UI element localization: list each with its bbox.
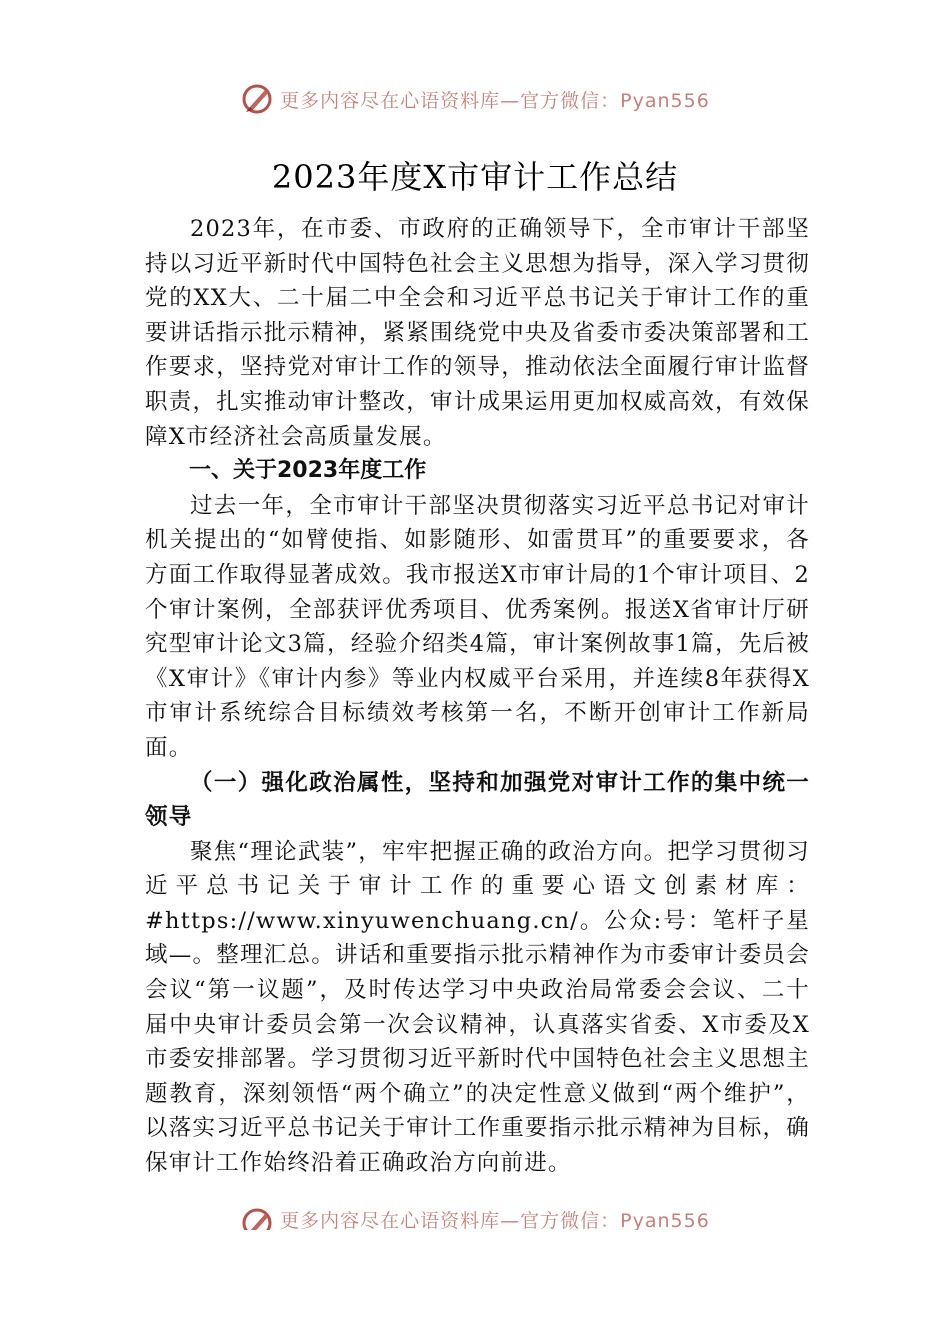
header-watermark-text: 更多内容尽在心语资料库—官方微信：Pyan556 <box>280 89 710 112</box>
subsection-1-paragraph: 聚焦“理论武装”，牢牢把握正确的政治方向。把学习贯彻习近平总书记关于审计工作的重要心语文创素材库：#https://www.xinyuwenchuang.cn/。公众:号：笔杆子星域—。整理汇总。讲话和重要指示批示精神作为市委审计委员会会议“第一议题”，及时传达学习中央政治局常委会会议、二十届中央审计委员会第一次会议精神，认真落实省委、X市委及X市委安排部署。学习贯彻习近平新时代中国特色社会主义思想主题教育，深刻领悟“两个确立”的决定性意义做到“两个维护”，以落实习近平总书记关于审计工作重要指示批示精神为目标，确保审计工作始终沿着正确政治方向前进。 <box>145 838 810 1177</box>
header-watermark <box>0 82 950 116</box>
pen-logo-icon <box>240 82 274 116</box>
section-1-paragraph: 过去一年，全市审计干部坚决贯彻落实习近平总书记对审计机关提出的“如臂使指、如影随形、如雷贯耳”的重要要求，各方面工作取得显著成效。我市报送X市审计局的1个审计项目、2个审计案例，全部获评优秀项目、优秀案例。报送X省审计厅研究型审计论文3篇，经验介绍类4篇，审计案例故事1篇，先后被《X审计》《审计内参》等业内权威平台采用，并连续8年获得X市审计系统综合目标绩效考核第一名，不断开创审计工作新局面。 <box>145 492 810 761</box>
footer-watermark <box>0 1206 950 1230</box>
document-title: 2023年度X市审计工作总结 <box>271 158 679 196</box>
subsection-1-heading: （一）强化政治属性，坚持和加强党对审计工作的集中统一领导 <box>145 769 810 831</box>
footer-watermark-text: 更多内容尽在心语资料库—官方微信：Pyan556 <box>280 1210 710 1230</box>
document-body <box>145 212 810 1181</box>
intro-paragraph: 2023年，在市委、市政府的正确领导下，全市审计干部坚持以习近平新时代中国特色社会主义思想为指导，深入学习贯彻党的XX大、二十届二中全会和习近平总书记关于审计工作的重要讲话指示批示精神，紧紧围绕党中央及省委市委决策部署和工作要求，坚持党对审计工作的领导，推动依法全面履行审计监督职责，扎实推动审计整改，审计成果运用更加权威高效，有效保障X市经济社会高质量发展。 <box>145 216 810 450</box>
section-1-heading: 一、关于2023年度工作 <box>189 458 427 484</box>
pen-logo-icon <box>240 1206 274 1230</box>
